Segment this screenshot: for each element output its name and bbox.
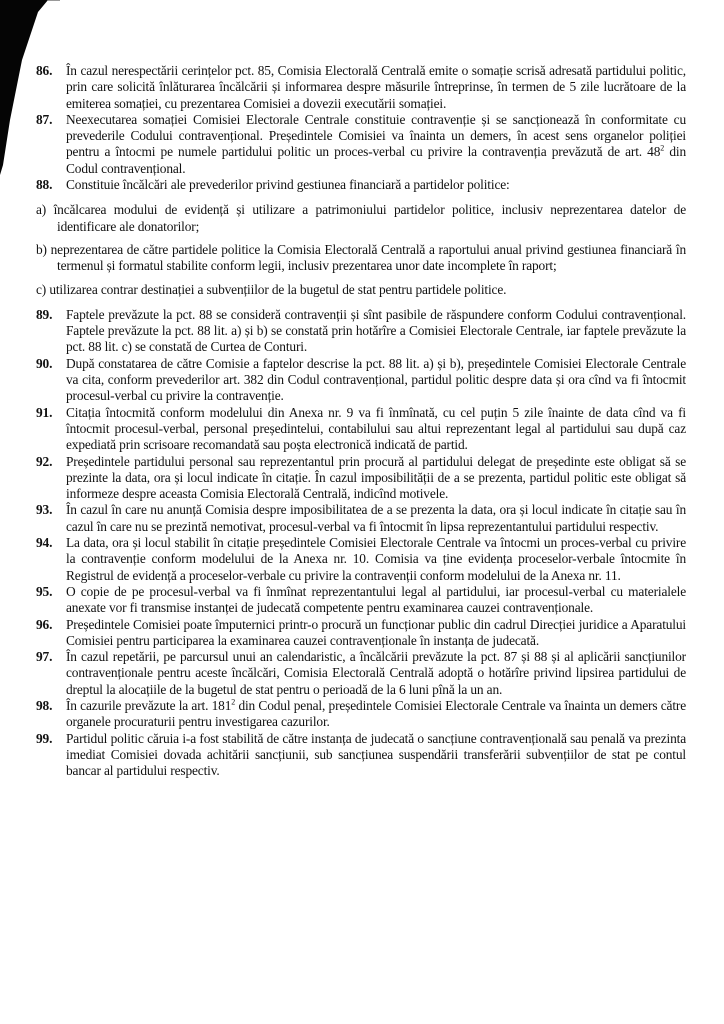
paragraph-89 xyxy=(36,307,686,356)
paragraph-number: 98. xyxy=(36,697,53,713)
paragraph-text: Partidul politic căruia i-a fost stabilită de către instanța de judecată o sancțiune contravențională sau penală va prezinta imediat Comisiei dovada achitării sancțiunii, sub sancțiunea suspendării transferării subvențiilor de stat pe contul bancar al partidului respectiv. xyxy=(66,730,686,779)
paragraph-number: 90. xyxy=(36,355,53,371)
paragraph-text: Faptele prevăzute la pct. 88 se consideră contravenții și sînt pasibile de răspundere conform Codului contravențional. Faptele prevăzute la pct. 88 lit. a) și b) se constată prin hotărîre a Comisiei Electorale Centrale, iar faptele prevăzute la pct. 88 lit. c) se constată de Curtea de Conturi. xyxy=(66,306,686,355)
subitem-a xyxy=(36,202,686,235)
subitem-body: neprezentarea de către partidele politice la Comisia Electorală Centrală a raportului anual privind gestiunea financiară în termenul și formatul stabilite conform legii, inclusiv prezentarea unor date incomplete în raport; xyxy=(50,241,686,274)
paragraph-number: 91. xyxy=(36,404,53,420)
paragraph-93 xyxy=(36,502,686,535)
text-part: Neexecutarea somației Comisiei Electorale Centrale constituie contravenție și se sancționează în conformitate cu prevederile Codului contravențional. Președintele Comisiei va înainta un demers, în acest sens organelor poliției pentru a întocmi pe numele partidului politic un proces-verbal cu privire la contravenția prevăzută de art. 48 xyxy=(66,111,686,160)
subitem-text xyxy=(36,202,686,235)
superscript: 2 xyxy=(231,697,236,707)
paragraph-number: 99. xyxy=(36,730,53,746)
paragraph-number: 88. xyxy=(36,177,53,193)
document-page xyxy=(36,63,686,779)
paragraph-92 xyxy=(36,454,686,503)
subitem-body: utilizarea contrar destinației a subvențiilor de la bugetul de stat pentru partidele politice. xyxy=(49,281,507,297)
paragraph-number: 89. xyxy=(36,306,53,322)
subitem-c xyxy=(36,282,686,298)
text-part: din Codul penal, președintele Comisiei Electorale Centrale va înainta un demers către organele procuraturii pentru investigarea cazurilor. xyxy=(66,697,686,730)
paragraph-text: Președintele Comisiei poate împuternici printr-o procură un funcționar public din cadrul Direcției juridice a Aparatului Comisiei pentru participarea la examinarea cauzei contravenționale în instanța de judecată. xyxy=(66,616,686,648)
superscript: 2 xyxy=(660,144,665,154)
paragraph-text: Citația întocmită conform modelului din Anexa nr. 9 va fi înmînată, cu cel puțin 5 zile înainte de data cînd va fi întocmit procesul-verbal, personal președintelui, contabilului sau altui reprezentant legal al partidului sau după caz expediată prin scrisoare recomandată sau poșta electronică indicată de partid. xyxy=(66,404,686,453)
subitem-b xyxy=(36,242,686,275)
subitem-label: a) xyxy=(36,202,47,218)
paragraph-88 xyxy=(36,177,686,193)
text-part: În cazurile prevăzute la art. 181 xyxy=(66,697,232,713)
paragraph-text: În cazul în care nu anunță Comisia despre imposibilitatea de a se prezenta la data, ora și locul indicate în citație sau în cazul în care nu se prezintă nemotivat, procesul-verbal va fi întocmit în lipsa reprezentantului partidului respectiv. xyxy=(66,502,686,534)
paragraph-text: În cazul repetării, pe parcursul unui an calendaristic, a încălcării prevăzute la pct. 87 și 88 și al aplicării sancțiunilor contravenționale pentru aceste încălcări, Comisia Electorală Centrală adoptă o hotărîre privind lipsirea partidului de dreptul la alocațiile de la bugetul de stat pentru o perioadă de la 6 luni pînă la un an. xyxy=(66,649,686,697)
paragraph-number: 87. xyxy=(36,111,53,127)
subitem-text xyxy=(36,242,686,275)
text-part: din Codul contravențional. xyxy=(66,144,686,176)
paragraph-number: 95. xyxy=(36,583,53,599)
paragraph-98 xyxy=(36,698,686,731)
paragraph-86 xyxy=(36,63,686,112)
subitem-text xyxy=(36,282,686,298)
paragraph-number: 93. xyxy=(36,502,53,518)
paragraph-number: 94. xyxy=(36,535,53,551)
subitem-body: încălcarea modului de evidență și utilizare a patrimoniului partidelor politice, inclusiv neprezentarea datelor de identificare ale donatorilor; xyxy=(53,202,686,234)
paragraph-number: 96. xyxy=(36,616,53,632)
paragraph-90 xyxy=(36,356,686,405)
paragraph-95 xyxy=(36,584,686,617)
paragraph-96 xyxy=(36,617,686,650)
paragraph-text: După constatarea de către Comisie a faptelor descrise la pct. 88 lit. a) și b), președintele Comisiei Electorale Centrale va cita, conform prevederilor art. 382 din Codul contravențional, partidul politic despre data și ora cînd va fi întocmit procesul-verbal cu privire la contravenție. xyxy=(66,355,686,404)
subitem-label: c) xyxy=(36,281,47,297)
paragraph-text: O copie de pe procesul-verbal va fi înmînat reprezentantului legal al partidului, iar procesul-verbal cu materialele anexate vor fi transmise instanței de judecată competente pentru examinarea cauzei contravenționale. xyxy=(66,583,686,616)
paragraph-87 xyxy=(36,112,686,177)
paragraph-number: 92. xyxy=(36,453,53,469)
paragraph-99 xyxy=(36,731,686,780)
paragraph-text: În cazul nerespectării cerințelor pct. 85, Comisia Electorală Centrală emite o somație scrisă adresată partidului politic, prin care solicită înlăturarea încălcării și informarea despre măsurile întreprinse, în termen de 5 zile lucrătoare de la emiterea somației, cu prezentarea Comisiei a dovezii executării somației. xyxy=(66,63,686,111)
paragraph-text xyxy=(66,112,686,177)
paragraph-text: Președintele partidului personal sau reprezentantul prin procură al partidului delegat de președinte este obligat să se prezinte la data, ora și locul indicate în citație. În cazul imposibilității de a se prezenta, partidul politic este obligat să informeze despre aceasta Comisia Electorală Centrală, indicînd motivele. xyxy=(66,453,686,502)
paragraph-number: 97. xyxy=(36,649,53,665)
subitem-label: b) xyxy=(36,241,47,257)
paragraph-text: Constituie încălcări ale prevederilor privind gestiunea financiară a partidelor politice: xyxy=(66,177,510,193)
paragraph-text xyxy=(66,698,686,731)
paragraph-number: 86. xyxy=(36,63,53,78)
paragraph-94 xyxy=(36,535,686,584)
paragraph-text: La data, ora și locul stabilit în citație președintele Comisiei Electorale Centrale va întocmi un proces-verbal cu privire la contravenție conform modelului de la Anexa nr. 10. Comisia va ține evidența proceselor-verbale întocmite în Registrul de evidență a proceselor-verbale cu privire la contravenții conform modelului de la Anexa nr. 11. xyxy=(66,535,686,583)
paragraph-91 xyxy=(36,405,686,454)
paragraph-97 xyxy=(36,649,686,698)
